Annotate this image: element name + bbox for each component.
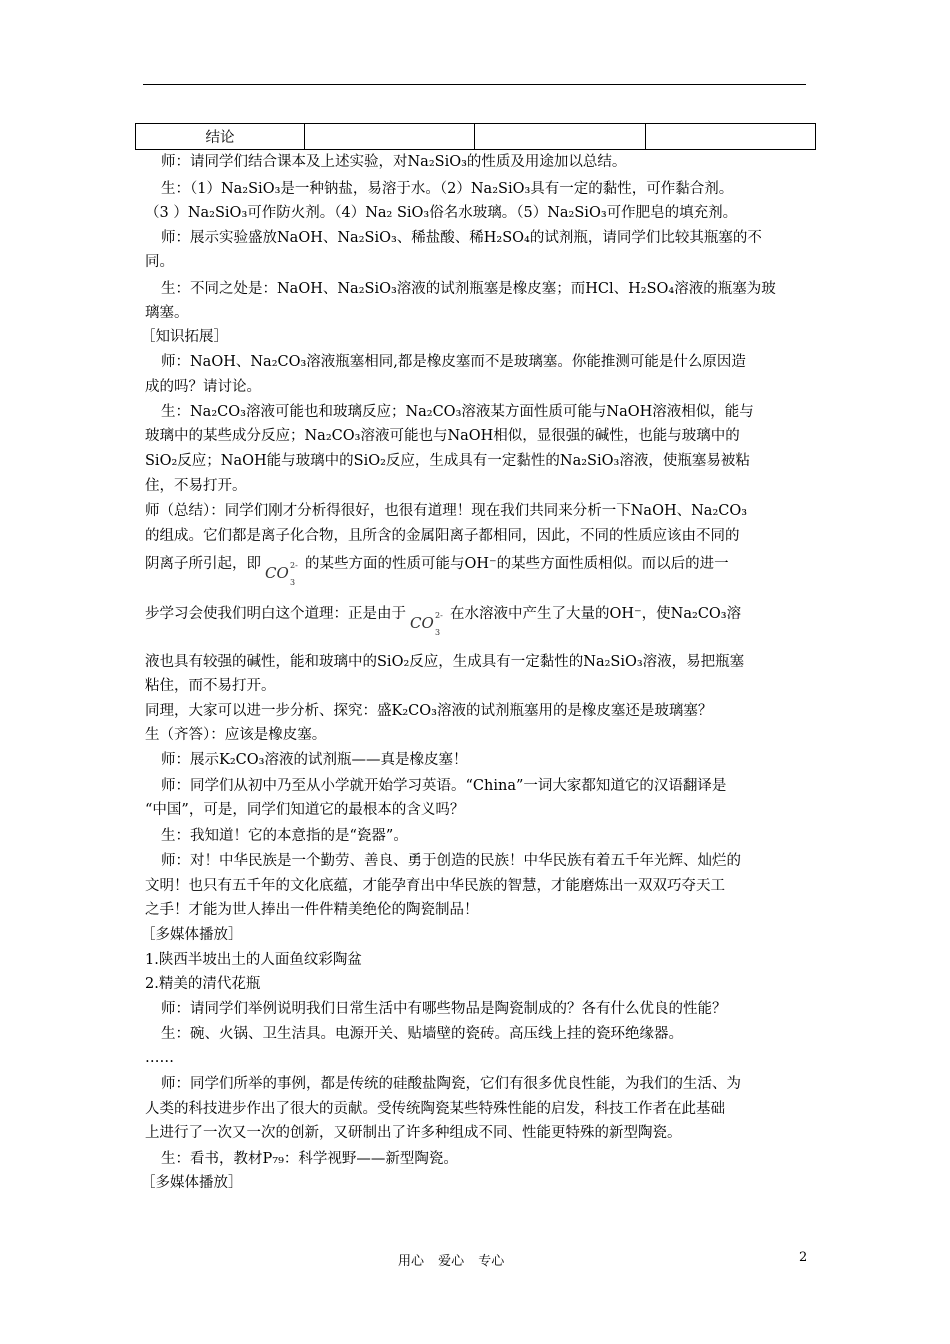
list-item: 2.精美的清代花瓶 xyxy=(145,976,261,992)
paragraph-line: 师：展示K₂CO₃溶液的试剂瓶——真是橡皮塞！ xyxy=(161,752,468,768)
paragraph-line: 师：NaOH、Na₂CO₃溶液瓶塞相同,都是橡皮塞而不是玻璃塞。你能推测可能是什么原因造 xyxy=(161,354,746,370)
carbonate-ion-formula xyxy=(406,604,450,637)
paragraph-line: （3 ）Na₂SiO₃可作防火剂。（4）Na₂ SiO₃俗名水玻璃。（5）Na₂SiO₃可作肥皂的填充剂。 xyxy=(145,205,738,221)
ellipsis-line: …… xyxy=(145,1050,174,1066)
paragraph-line-with-formula xyxy=(145,604,742,637)
formula-charge: 2- xyxy=(435,611,443,620)
paragraph-line: 文明！也只有五千年的文化底蕴，才能孕育出中华民族的智慧，才能磨炼出一双双巧夺天工 xyxy=(145,878,725,894)
text-segment: 阴离子所引起，即 xyxy=(145,556,261,572)
paragraph-line: 师：同学们所举的事例，都是传统的硅酸盐陶瓷，它们有很多优良性能，为我们的生活、为 xyxy=(161,1076,741,1092)
paragraph-line-with-formula xyxy=(145,554,729,587)
table-cell xyxy=(475,124,646,150)
section-heading: ［多媒体播放］ xyxy=(141,1175,243,1191)
table-cell xyxy=(646,124,816,150)
section-heading: ［多媒体播放］ xyxy=(141,927,243,943)
table-row xyxy=(136,124,816,150)
header-rule xyxy=(143,84,806,85)
paragraph-line: 生：我知道！它的本意指的是“瓷器”。 xyxy=(161,828,408,844)
paragraph-line: 生：碗、火锅、卫生洁具。电源开关、贴墙壁的瓷砖。高压线上挂的瓷环绝缘器。 xyxy=(161,1026,683,1042)
paragraph-line: 生：看书，教材P₇₉：科学视野——新型陶瓷。 xyxy=(161,1151,458,1167)
page-number: 2 xyxy=(799,1250,808,1265)
table-cell-conclusion: 结论 xyxy=(136,124,305,150)
section-heading: ［知识拓展］ xyxy=(141,329,228,345)
paragraph-line: 生（齐答）：应该是橡皮塞。 xyxy=(145,727,327,743)
text-segment: 在水溶液中产生了大量的OH⁻，使Na₂CO₃溶 xyxy=(450,606,742,622)
paragraph-line: 液也具有较强的碱性，能和玻璃中的SiO₂反应，生成具有一定黏性的Na₂SiO₃溶液，易把瓶塞 xyxy=(145,654,745,670)
paragraph-line: 同。 xyxy=(145,254,174,270)
paragraph-line: “中国”，可是，同学们知道它的最根本的含义吗？ xyxy=(145,802,465,818)
text-segment: 的某些方面的性质可能与OH⁻的某些方面性质相似。而以后的进一 xyxy=(305,556,729,572)
paragraph-line: 生：（1）Na₂SiO₃是一种钠盐，易溶于水。（2）Na₂SiO₃具有一定的黏性，可作黏合剂。 xyxy=(161,181,734,197)
paragraph-line: 师：请同学们结合课本及上述实验，对Na₂SiO₃的性质及用途加以总结。 xyxy=(161,154,627,170)
conclusion-table xyxy=(135,123,816,150)
paragraph-line: 师：展示实验盛放NaOH、Na₂SiO₃、稀盐酸、稀H₂SO₄的试剂瓶，请同学们比较其瓶塞的不 xyxy=(161,230,762,246)
carbonate-ion-formula xyxy=(261,554,305,587)
formula-subscript: 3 xyxy=(290,578,296,587)
formula-charge: 2- xyxy=(290,561,298,570)
paragraph-line: 玻璃中的某些成分反应；Na₂CO₃溶液可能也与NaOH相似，显很强的碱性，也能与玻璃中的 xyxy=(145,428,740,444)
table-cell xyxy=(305,124,475,150)
paragraph-line: SiO₂反应；NaOH能与玻璃中的SiO₂反应，生成具有一定黏性的Na₂SiO₃溶液，使瓶塞易被粘 xyxy=(145,453,750,469)
paragraph-line: 生：不同之处是：NaOH、Na₂SiO₃溶液的试剂瓶塞是橡皮塞；而HCl、H₂SO₄溶液的瓶塞为玻 xyxy=(161,281,776,297)
formula-subscript: 3 xyxy=(435,628,441,637)
footer-motto: 用心 爱心 专心 xyxy=(398,1254,505,1269)
text-segment: 步学习会使我们明白这个道理：正是由于 xyxy=(145,606,406,622)
paragraph-line: 同理，大家可以进一步分析、探究：盛K₂CO₃溶液的试剂瓶塞用的是橡皮塞还是玻璃塞？ xyxy=(145,703,713,719)
paragraph-line: 粘住，而不易打开。 xyxy=(145,678,276,694)
paragraph-line: 上进行了一次又一次的创新，又研制出了许多种组成不同、性能更特殊的新型陶瓷。 xyxy=(145,1125,682,1141)
paragraph-line: 的组成。它们都是离子化合物，且所含的金属阳离子都相同，因此，不同的性质应该由不同的 xyxy=(145,528,740,544)
paragraph-line: 师：对！中华民族是一个勤劳、善良、勇于创造的民族！中华民族有着五千年光辉、灿烂的 xyxy=(161,853,741,869)
paragraph-line: 师（总结）：同学们刚才分析得很好，也很有道理！现在我们共同来分析一下NaOH、Na₂CO₃ xyxy=(145,503,748,519)
paragraph-line: 之手！才能为世人捧出一件件精美绝伦的陶瓷制品！ xyxy=(145,902,479,918)
formula-text: CO xyxy=(265,564,289,582)
paragraph-line: 生：Na₂CO₃溶液可能也和玻璃反应；Na₂CO₃溶液某方面性质可能与NaOH溶液相似，能与 xyxy=(161,404,754,420)
formula-text: CO xyxy=(410,614,434,632)
paragraph-line: 住，不易打开。 xyxy=(145,478,247,494)
paragraph-line: 师：同学们从初中乃至从小学就开始学习英语。“China”一词大家都知道它的汉语翻译是 xyxy=(161,778,727,794)
paragraph-line: 璃塞。 xyxy=(145,305,189,321)
list-item: 1.陕西半坡出土的人面鱼纹彩陶盆 xyxy=(145,952,362,968)
paragraph-line: 人类的科技进步作出了很大的贡献。受传统陶瓷某些特殊性能的启发，科技工作者在此基础 xyxy=(145,1101,725,1117)
paragraph-line: 成的吗？请讨论。 xyxy=(145,379,261,395)
paragraph-line: 师：请同学们举例说明我们日常生活中有哪些物品是陶瓷制成的？各有什么优良的性能？ xyxy=(161,1001,727,1017)
